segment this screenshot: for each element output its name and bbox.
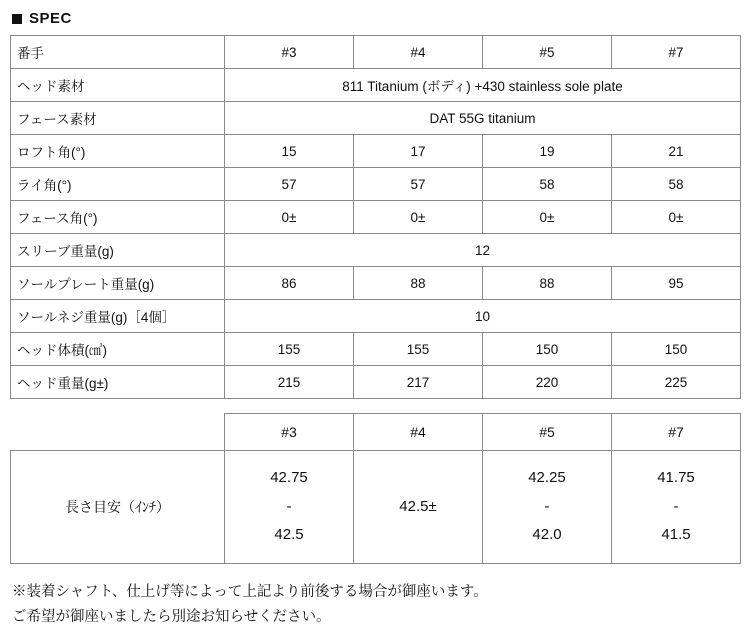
column-header: #7 bbox=[612, 414, 741, 451]
table-row bbox=[11, 366, 741, 399]
cell bbox=[225, 451, 354, 564]
note-line: ※装着シャフト、仕上げ等によって上記より前後する場合が御座います。 bbox=[12, 584, 488, 600]
cell: 12 bbox=[225, 234, 741, 267]
cell: 215 bbox=[225, 366, 354, 399]
spec-heading bbox=[12, 10, 740, 27]
cell-line: 42.5± bbox=[399, 497, 437, 515]
table-row bbox=[11, 135, 741, 168]
note-line: ご希望が御座いましたら別途お知らせください。 bbox=[12, 609, 331, 626]
row-label: スリーブ重量(g) bbox=[11, 234, 225, 267]
cell-line: - bbox=[673, 497, 679, 515]
table-row bbox=[11, 267, 741, 300]
row-label: ロフト角(°) bbox=[11, 135, 225, 168]
cell: 155 bbox=[225, 333, 354, 366]
cell bbox=[354, 451, 483, 564]
cell-line: 42.5 bbox=[274, 526, 304, 544]
cell: #3 bbox=[225, 36, 354, 69]
table-row bbox=[11, 102, 741, 135]
cell-line: - bbox=[544, 497, 550, 515]
table-row bbox=[11, 333, 741, 366]
cell: 0± bbox=[354, 201, 483, 234]
cell: 15 bbox=[225, 135, 354, 168]
cell: DAT 55G titanium bbox=[225, 102, 741, 135]
cell: 21 bbox=[612, 135, 741, 168]
row-label: 長さ目安（ｲﾝﾁ） bbox=[11, 451, 225, 564]
cell: 58 bbox=[483, 168, 612, 201]
notes bbox=[10, 580, 740, 631]
row-label: ヘッド体積(㎤) bbox=[11, 333, 225, 366]
row-label: フェース角(°) bbox=[11, 201, 225, 234]
table-row bbox=[11, 168, 741, 201]
cell: 10 bbox=[225, 300, 741, 333]
column-header: #4 bbox=[354, 414, 483, 451]
spec-table bbox=[10, 35, 741, 399]
cell: 57 bbox=[354, 168, 483, 201]
cell: 217 bbox=[354, 366, 483, 399]
cell: #7 bbox=[612, 36, 741, 69]
cell: 0± bbox=[612, 201, 741, 234]
table-row bbox=[11, 300, 741, 333]
cell: 155 bbox=[354, 333, 483, 366]
cell: 86 bbox=[225, 267, 354, 300]
cell: 0± bbox=[225, 201, 354, 234]
cell-line: 42.0 bbox=[532, 526, 562, 544]
column-header: #5 bbox=[483, 414, 612, 451]
table-row bbox=[11, 451, 741, 564]
cell: 811 Titanium (ボディ) +430 stainless sole plate bbox=[225, 69, 741, 102]
cell-line: 41.75 bbox=[657, 469, 695, 487]
table-row bbox=[11, 69, 741, 102]
column-header: #3 bbox=[225, 414, 354, 451]
row-label: フェース素材 bbox=[11, 102, 225, 135]
cell: 150 bbox=[612, 333, 741, 366]
cell-line: 41.5 bbox=[661, 526, 691, 544]
cell: 150 bbox=[483, 333, 612, 366]
cell-line: 42.25 bbox=[528, 469, 566, 487]
table-row bbox=[11, 201, 741, 234]
cell: 0± bbox=[483, 201, 612, 234]
row-label: 番手 bbox=[11, 36, 225, 69]
cell bbox=[483, 451, 612, 564]
cell: 88 bbox=[483, 267, 612, 300]
cell-line: 42.75 bbox=[270, 469, 308, 487]
table-row bbox=[11, 234, 741, 267]
cell: 88 bbox=[354, 267, 483, 300]
cell: 17 bbox=[354, 135, 483, 168]
square-bullet-icon bbox=[12, 14, 22, 24]
table-row bbox=[11, 414, 741, 451]
cell: 220 bbox=[483, 366, 612, 399]
cell: 57 bbox=[225, 168, 354, 201]
row-label: ヘッド重量(g±) bbox=[11, 366, 225, 399]
spec-heading-label: SPEC bbox=[29, 10, 72, 27]
cell: 95 bbox=[612, 267, 741, 300]
cell: 19 bbox=[483, 135, 612, 168]
cell: #5 bbox=[483, 36, 612, 69]
empty-corner-cell bbox=[11, 414, 225, 451]
cell: 225 bbox=[612, 366, 741, 399]
cell: 58 bbox=[612, 168, 741, 201]
length-table bbox=[10, 413, 741, 564]
cell-line: - bbox=[286, 497, 292, 515]
table-row bbox=[11, 36, 741, 69]
row-label: ソールネジ重量(g)［4個］ bbox=[11, 300, 225, 333]
row-label: ソールプレート重量(g) bbox=[11, 267, 225, 300]
cell bbox=[612, 451, 741, 564]
cell: #4 bbox=[354, 36, 483, 69]
row-label: ヘッド素材 bbox=[11, 69, 225, 102]
row-label: ライ角(°) bbox=[11, 168, 225, 201]
